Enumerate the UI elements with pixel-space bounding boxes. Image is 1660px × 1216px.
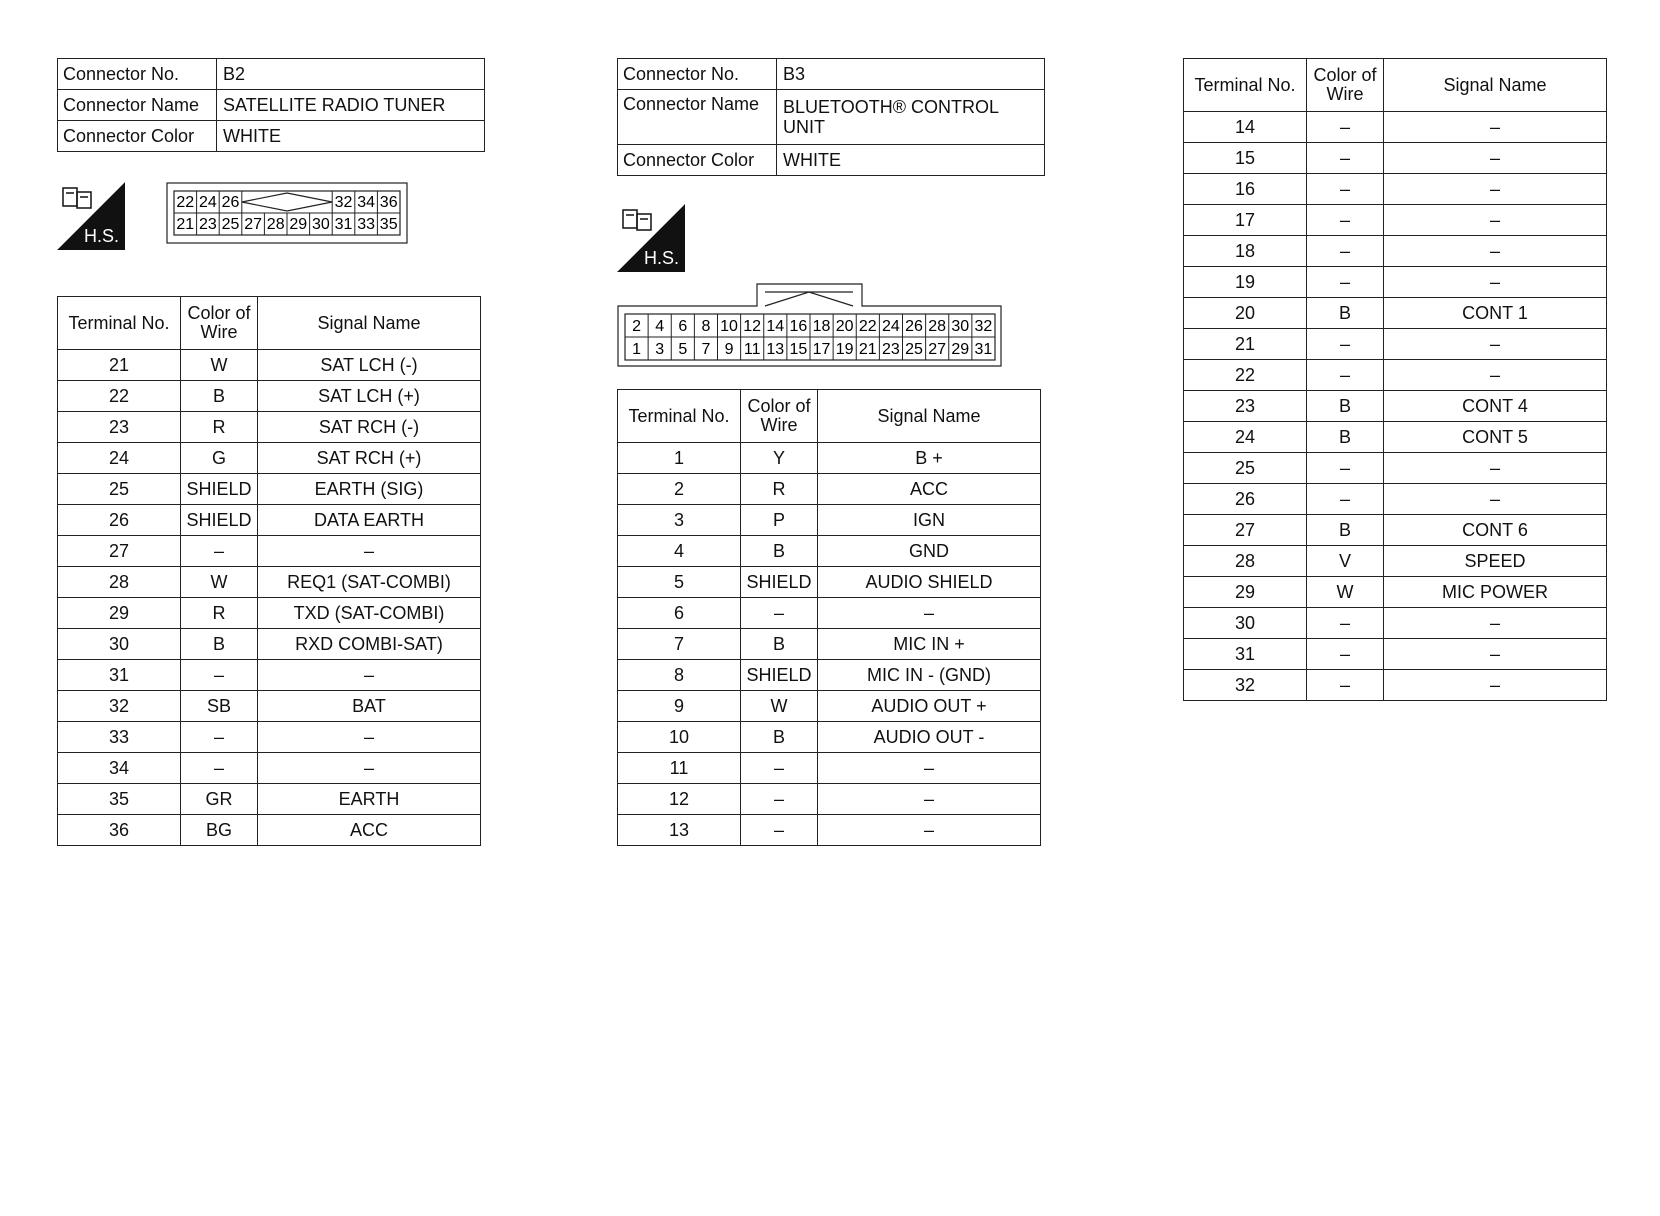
table-row bbox=[1184, 639, 1607, 670]
table-row bbox=[1184, 143, 1607, 174]
table-row bbox=[618, 474, 1041, 505]
table-row bbox=[1184, 174, 1607, 205]
pin-label: 32 bbox=[974, 318, 993, 335]
wire-color-cell: – bbox=[1307, 453, 1384, 484]
pin-label: 24 bbox=[199, 194, 217, 211]
pin-label: 19 bbox=[835, 341, 854, 358]
pin-label: 34 bbox=[357, 194, 375, 211]
signal-name-header: Signal Name bbox=[818, 390, 1041, 443]
b2-terminal-table bbox=[57, 296, 481, 846]
wire-color-cell: W bbox=[181, 350, 258, 381]
terminal-no-cell: 7 bbox=[618, 629, 741, 660]
table-row bbox=[1184, 577, 1607, 608]
table-row bbox=[618, 815, 1041, 846]
pin-label: 29 bbox=[289, 216, 308, 233]
pin-label: 2 bbox=[632, 318, 642, 335]
table-header-row bbox=[1184, 59, 1607, 112]
signal-name-cell: SAT LCH (-) bbox=[258, 350, 481, 381]
signal-name-cell: – bbox=[1384, 267, 1607, 298]
terminal-no-cell: 25 bbox=[58, 474, 181, 505]
terminal-no-cell: 28 bbox=[1184, 546, 1307, 577]
terminal-no-cell: 27 bbox=[58, 536, 181, 567]
wire-color-cell: V bbox=[1307, 546, 1384, 577]
table-row bbox=[58, 815, 481, 846]
terminal-no-cell: 4 bbox=[618, 536, 741, 567]
signal-name-cell: AUDIO OUT + bbox=[818, 691, 1041, 722]
table-row bbox=[58, 567, 481, 598]
terminal-no-cell: 31 bbox=[58, 660, 181, 691]
signal-name-cell: AUDIO SHIELD bbox=[818, 567, 1041, 598]
wire-color-cell: W bbox=[181, 567, 258, 598]
wire-color-cell: – bbox=[741, 815, 818, 846]
pin-label: 31 bbox=[974, 341, 993, 358]
wire-color-cell: – bbox=[741, 598, 818, 629]
table-header-row bbox=[618, 390, 1041, 443]
terminal-no-cell: 16 bbox=[1184, 174, 1307, 205]
signal-name-cell: – bbox=[258, 536, 481, 567]
terminal-no-cell: 30 bbox=[1184, 608, 1307, 639]
table-row bbox=[1184, 422, 1607, 453]
terminal-no-cell: 33 bbox=[58, 722, 181, 753]
signal-name-cell: – bbox=[1384, 236, 1607, 267]
signal-name-cell: – bbox=[1384, 329, 1607, 360]
hs-connector-icon bbox=[57, 182, 125, 250]
pin-label: 14 bbox=[766, 318, 785, 335]
terminal-no-cell: 21 bbox=[58, 350, 181, 381]
connector-color-label: Connector Color bbox=[58, 121, 217, 152]
signal-name-cell: EARTH (SIG) bbox=[258, 474, 481, 505]
signal-name-cell: – bbox=[1384, 205, 1607, 236]
table-row bbox=[618, 660, 1041, 691]
terminal-no-cell: 21 bbox=[1184, 329, 1307, 360]
wire-color-cell: W bbox=[1307, 577, 1384, 608]
connector-name-value: BLUETOOTH® CONTROL UNIT bbox=[777, 90, 1045, 145]
wire-color-cell: – bbox=[1307, 608, 1384, 639]
connector-name-label: Connector Name bbox=[58, 90, 217, 121]
wire-color-cell: SHIELD bbox=[741, 567, 818, 598]
wire-color-cell: – bbox=[181, 660, 258, 691]
table-row bbox=[58, 350, 481, 381]
terminal-no-cell: 27 bbox=[1184, 515, 1307, 546]
signal-name-cell: REQ1 (SAT-COMBI) bbox=[258, 567, 481, 598]
wire-color-cell: – bbox=[1307, 205, 1384, 236]
pin-label: 11 bbox=[743, 341, 761, 358]
connector-color-value: WHITE bbox=[217, 121, 485, 152]
signal-name-cell: ACC bbox=[818, 474, 1041, 505]
connector-no-label: Connector No. bbox=[618, 59, 777, 90]
terminal-no-cell: 35 bbox=[58, 784, 181, 815]
pin-label: 27 bbox=[244, 216, 262, 233]
wire-color-cell: R bbox=[741, 474, 818, 505]
signal-name-cell: – bbox=[1384, 174, 1607, 205]
pin-label: 30 bbox=[951, 318, 970, 335]
table-row bbox=[1184, 670, 1607, 701]
connector-name-row bbox=[58, 90, 485, 121]
terminal-no-cell: 28 bbox=[58, 567, 181, 598]
signal-name-cell: – bbox=[258, 660, 481, 691]
wire-color-cell: Y bbox=[741, 443, 818, 474]
signal-name-cell: – bbox=[258, 722, 481, 753]
connector-color-row bbox=[58, 121, 485, 152]
pin-label: 12 bbox=[743, 318, 762, 335]
wire-color-cell: R bbox=[181, 598, 258, 629]
terminal-no-cell: 3 bbox=[618, 505, 741, 536]
wire-color-cell: W bbox=[741, 691, 818, 722]
table-row bbox=[1184, 484, 1607, 515]
wire-color-cell: GR bbox=[181, 784, 258, 815]
table-row bbox=[1184, 360, 1607, 391]
wire-color-cell: B bbox=[1307, 515, 1384, 546]
wire-color-cell: – bbox=[741, 784, 818, 815]
terminal-no-cell: 29 bbox=[1184, 577, 1307, 608]
pin-label: 3 bbox=[655, 341, 665, 358]
wire-color-cell: – bbox=[1307, 236, 1384, 267]
signal-name-cell: IGN bbox=[818, 505, 1041, 536]
terminal-no-cell: 25 bbox=[1184, 453, 1307, 484]
signal-name-cell: – bbox=[818, 784, 1041, 815]
wire-color-cell: – bbox=[1307, 360, 1384, 391]
pin-label: 25 bbox=[905, 341, 923, 358]
table-row bbox=[1184, 236, 1607, 267]
table-row bbox=[58, 412, 481, 443]
pin-label: 16 bbox=[789, 318, 808, 335]
pin-label: 1 bbox=[632, 341, 642, 358]
pin-label: 4 bbox=[655, 318, 665, 335]
table-row bbox=[618, 784, 1041, 815]
signal-name-header: Signal Name bbox=[258, 297, 481, 350]
signal-name-cell: RXD COMBI-SAT) bbox=[258, 629, 481, 660]
wire-color-cell: – bbox=[741, 753, 818, 784]
pin-label: 6 bbox=[678, 318, 688, 335]
connector-no-label: Connector No. bbox=[58, 59, 217, 90]
hs-label: H.S. bbox=[644, 248, 680, 268]
connector-color-label: Connector Color bbox=[618, 145, 777, 176]
terminal-no-cell: 23 bbox=[1184, 391, 1307, 422]
signal-name-cell: SAT LCH (+) bbox=[258, 381, 481, 412]
signal-name-cell: GND bbox=[818, 536, 1041, 567]
table-row bbox=[58, 474, 481, 505]
terminal-no-cell: 13 bbox=[618, 815, 741, 846]
pin-label: 17 bbox=[812, 341, 831, 358]
pin-label: 31 bbox=[334, 216, 353, 233]
pin-label: 15 bbox=[789, 341, 808, 358]
signal-name-cell: SPEED bbox=[1384, 546, 1607, 577]
signal-name-cell: – bbox=[1384, 360, 1607, 391]
wire-color-cell: SHIELD bbox=[181, 505, 258, 536]
wire-color-cell: SHIELD bbox=[181, 474, 258, 505]
terminal-no-cell: 6 bbox=[618, 598, 741, 629]
terminal-no-cell: 20 bbox=[1184, 298, 1307, 329]
signal-name-cell: CONT 4 bbox=[1384, 391, 1607, 422]
pin-label: 27 bbox=[928, 341, 947, 358]
pin-label: 28 bbox=[928, 318, 947, 335]
terminal-no-cell: 17 bbox=[1184, 205, 1307, 236]
terminal-no-cell: 14 bbox=[1184, 112, 1307, 143]
pin-label: 29 bbox=[951, 341, 970, 358]
table-row bbox=[618, 505, 1041, 536]
terminal-no-cell: 32 bbox=[58, 691, 181, 722]
table-row bbox=[1184, 267, 1607, 298]
terminal-no-cell: 34 bbox=[58, 753, 181, 784]
terminal-no-cell: 26 bbox=[58, 505, 181, 536]
connector-name-label: Connector Name bbox=[618, 90, 777, 145]
wire-color-cell: – bbox=[1307, 174, 1384, 205]
connector-name-row bbox=[618, 90, 1045, 145]
b2-connector-info-table bbox=[57, 58, 485, 152]
terminal-no-cell: 10 bbox=[618, 722, 741, 753]
table-row bbox=[1184, 453, 1607, 484]
wire-color-cell: – bbox=[181, 753, 258, 784]
pin-label: 10 bbox=[720, 318, 738, 335]
table-row bbox=[618, 753, 1041, 784]
wire-color-cell: G bbox=[181, 443, 258, 474]
connector-color-value: WHITE bbox=[777, 145, 1045, 176]
terminal-no-cell: 15 bbox=[1184, 143, 1307, 174]
signal-name-header: Signal Name bbox=[1384, 59, 1607, 112]
table-row bbox=[1184, 391, 1607, 422]
pin-label: 24 bbox=[882, 318, 900, 335]
table-row bbox=[58, 443, 481, 474]
signal-name-cell: SAT RCH (-) bbox=[258, 412, 481, 443]
wire-color-cell: – bbox=[1307, 484, 1384, 515]
signal-name-cell: – bbox=[1384, 639, 1607, 670]
signal-name-cell: – bbox=[1384, 453, 1607, 484]
signal-name-cell: CONT 1 bbox=[1384, 298, 1607, 329]
connector-no-value: B2 bbox=[217, 59, 485, 90]
pin-label: 21 bbox=[858, 341, 877, 358]
pin-label: 33 bbox=[357, 216, 375, 233]
terminal-no-cell: 5 bbox=[618, 567, 741, 598]
table-row bbox=[1184, 608, 1607, 639]
table-row bbox=[1184, 205, 1607, 236]
hs-connector-icon bbox=[617, 204, 685, 272]
terminal-no-cell: 31 bbox=[1184, 639, 1307, 670]
connector-no-row bbox=[618, 59, 1045, 90]
table-row bbox=[1184, 546, 1607, 577]
terminal-no-cell: 2 bbox=[618, 474, 741, 505]
terminal-no-header: Terminal No. bbox=[1184, 59, 1307, 112]
pin-label: 26 bbox=[221, 194, 240, 211]
pin-label: 30 bbox=[312, 216, 330, 233]
signal-name-cell: AUDIO OUT - bbox=[818, 722, 1041, 753]
wire-color-cell: – bbox=[1307, 670, 1384, 701]
b3-terminal-table-continued bbox=[1183, 58, 1607, 701]
wire-color-cell: B bbox=[741, 629, 818, 660]
table-row bbox=[58, 629, 481, 660]
terminal-no-cell: 26 bbox=[1184, 484, 1307, 515]
wire-color-cell: – bbox=[1307, 267, 1384, 298]
pin-label: 22 bbox=[858, 318, 877, 335]
signal-name-cell: – bbox=[818, 598, 1041, 629]
pin-label: 18 bbox=[812, 318, 831, 335]
table-row bbox=[618, 567, 1041, 598]
table-row bbox=[618, 443, 1041, 474]
signal-name-cell: TXD (SAT-COMBI) bbox=[258, 598, 481, 629]
wire-color-cell: – bbox=[181, 722, 258, 753]
signal-name-cell: – bbox=[258, 753, 481, 784]
connector-no-row bbox=[58, 59, 485, 90]
wire-color-cell: P bbox=[741, 505, 818, 536]
terminal-no-cell: 32 bbox=[1184, 670, 1307, 701]
signal-name-cell: BAT bbox=[258, 691, 481, 722]
table-row bbox=[58, 505, 481, 536]
wire-color-cell: SB bbox=[181, 691, 258, 722]
terminal-no-cell: 8 bbox=[618, 660, 741, 691]
pin-label: 8 bbox=[701, 318, 711, 335]
wire-color-cell: B bbox=[181, 381, 258, 412]
table-row bbox=[618, 536, 1041, 567]
signal-name-cell: MIC POWER bbox=[1384, 577, 1607, 608]
terminal-no-cell: 22 bbox=[1184, 360, 1307, 391]
signal-name-cell: – bbox=[818, 815, 1041, 846]
terminal-no-header: Terminal No. bbox=[618, 390, 741, 443]
wire-color-cell: – bbox=[1307, 329, 1384, 360]
table-row bbox=[1184, 329, 1607, 360]
pin-label: 22 bbox=[176, 194, 195, 211]
table-row bbox=[618, 722, 1041, 753]
b3-terminal-table bbox=[617, 389, 1041, 846]
terminal-no-cell: 1 bbox=[618, 443, 741, 474]
table-row bbox=[58, 536, 481, 567]
table-row bbox=[58, 722, 481, 753]
terminal-no-cell: 24 bbox=[58, 443, 181, 474]
pin-label: 5 bbox=[678, 341, 688, 358]
signal-name-cell: – bbox=[1384, 143, 1607, 174]
terminal-no-cell: 19 bbox=[1184, 267, 1307, 298]
table-row bbox=[1184, 515, 1607, 546]
connector-no-value: B3 bbox=[777, 59, 1045, 90]
signal-name-cell: MIC IN - (GND) bbox=[818, 660, 1041, 691]
table-row bbox=[58, 381, 481, 412]
signal-name-cell: MIC IN + bbox=[818, 629, 1041, 660]
pin-label: 13 bbox=[766, 341, 785, 358]
wire-color-cell: R bbox=[181, 412, 258, 443]
terminal-no-cell: 22 bbox=[58, 381, 181, 412]
color-of-wire-header: Color of Wire bbox=[741, 390, 818, 443]
signal-name-cell: CONT 6 bbox=[1384, 515, 1607, 546]
wire-color-cell: B bbox=[181, 629, 258, 660]
color-of-wire-header: Color of Wire bbox=[181, 297, 258, 350]
signal-name-cell: CONT 5 bbox=[1384, 422, 1607, 453]
signal-name-cell: – bbox=[1384, 670, 1607, 701]
table-row bbox=[58, 598, 481, 629]
terminal-no-header: Terminal No. bbox=[58, 297, 181, 350]
connector-name-value: SATELLITE RADIO TUNER bbox=[217, 90, 485, 121]
terminal-no-cell: 36 bbox=[58, 815, 181, 846]
signal-name-cell: DATA EARTH bbox=[258, 505, 481, 536]
signal-name-cell: – bbox=[1384, 484, 1607, 515]
terminal-no-cell: 29 bbox=[58, 598, 181, 629]
table-row bbox=[1184, 112, 1607, 143]
pin-label: 9 bbox=[724, 341, 734, 358]
table-row bbox=[58, 691, 481, 722]
terminal-no-cell: 11 bbox=[618, 753, 741, 784]
wire-color-cell: B bbox=[1307, 391, 1384, 422]
signal-name-cell: – bbox=[1384, 112, 1607, 143]
connector-color-row bbox=[618, 145, 1045, 176]
wire-color-cell: – bbox=[1307, 112, 1384, 143]
pin-label: 28 bbox=[266, 216, 285, 233]
b2-connector-face bbox=[166, 182, 408, 244]
wire-color-cell: SHIELD bbox=[741, 660, 818, 691]
signal-name-cell: – bbox=[818, 753, 1041, 784]
table-row bbox=[58, 784, 481, 815]
pin-label: 32 bbox=[334, 194, 353, 211]
wire-color-cell: – bbox=[181, 536, 258, 567]
pin-label: 25 bbox=[221, 216, 240, 233]
hs-label: H.S. bbox=[84, 226, 120, 246]
table-row bbox=[58, 753, 481, 784]
b3-connector-info-table bbox=[617, 58, 1045, 176]
terminal-no-cell: 18 bbox=[1184, 236, 1307, 267]
table-row bbox=[58, 660, 481, 691]
terminal-no-cell: 23 bbox=[58, 412, 181, 443]
pin-label: 36 bbox=[379, 194, 398, 211]
signal-name-cell: ACC bbox=[258, 815, 481, 846]
pin-label: 21 bbox=[176, 216, 195, 233]
table-row bbox=[618, 691, 1041, 722]
pin-label: 23 bbox=[199, 216, 217, 233]
pin-label: 26 bbox=[905, 318, 923, 335]
wire-color-cell: B bbox=[741, 536, 818, 567]
wire-color-cell: B bbox=[1307, 298, 1384, 329]
terminal-no-cell: 30 bbox=[58, 629, 181, 660]
signal-name-cell: – bbox=[1384, 608, 1607, 639]
wire-color-cell: – bbox=[1307, 143, 1384, 174]
pin-label: 23 bbox=[882, 341, 900, 358]
wire-color-cell: B bbox=[741, 722, 818, 753]
wire-color-cell: – bbox=[1307, 639, 1384, 670]
b3-connector-face bbox=[617, 282, 1003, 368]
wire-color-cell: BG bbox=[181, 815, 258, 846]
table-row bbox=[618, 598, 1041, 629]
signal-name-cell: EARTH bbox=[258, 784, 481, 815]
pin-label: 35 bbox=[379, 216, 398, 233]
signal-name-cell: B + bbox=[818, 443, 1041, 474]
color-of-wire-header: Color of Wire bbox=[1307, 59, 1384, 112]
pin-label: 20 bbox=[835, 318, 854, 335]
pin-label: 7 bbox=[701, 341, 711, 358]
signal-name-cell: SAT RCH (+) bbox=[258, 443, 481, 474]
table-header-row bbox=[58, 297, 481, 350]
table-row bbox=[618, 629, 1041, 660]
terminal-no-cell: 12 bbox=[618, 784, 741, 815]
terminal-no-cell: 9 bbox=[618, 691, 741, 722]
wire-color-cell: B bbox=[1307, 422, 1384, 453]
terminal-no-cell: 24 bbox=[1184, 422, 1307, 453]
table-row bbox=[1184, 298, 1607, 329]
